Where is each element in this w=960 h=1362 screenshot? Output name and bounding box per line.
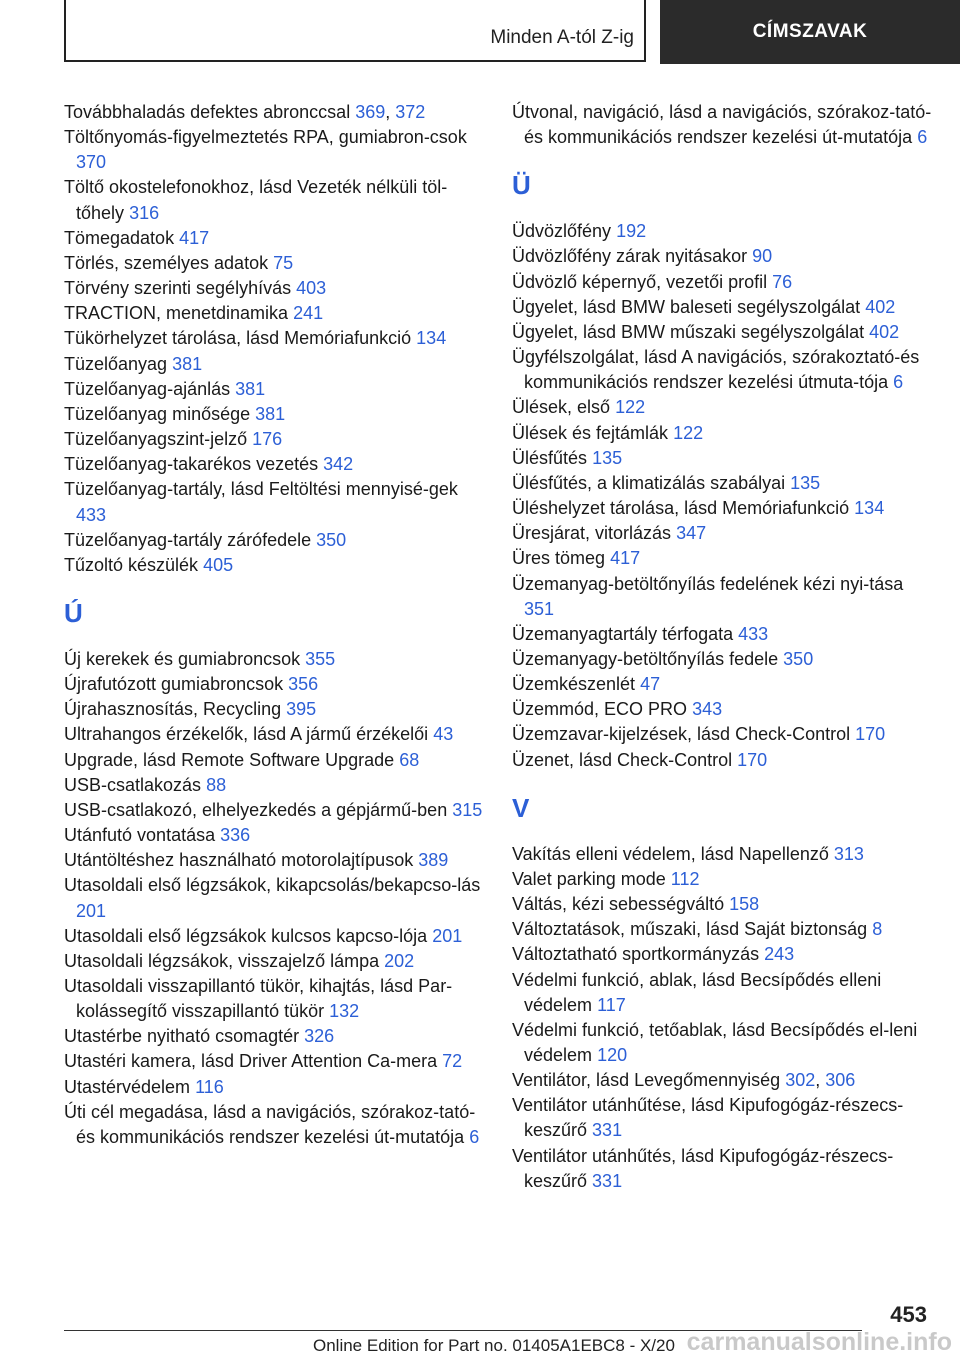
index-entry-text: Utasoldali légzsákok, visszajelző lámpa — [64, 950, 380, 971]
index-entry-text: Újrahasznosítás, Recycling — [64, 699, 282, 720]
index-entry-text: Ülések, első — [512, 397, 611, 418]
index-entry-text: Tűzoltó készülék — [64, 554, 199, 575]
page-reference-link[interactable]: 8 — [872, 919, 883, 940]
index-entry-text: Upgrade, lásd Remote Software Upgrade — [64, 749, 395, 770]
index-entry — [64, 402, 484, 427]
page-reference-link[interactable]: 313 — [833, 843, 864, 864]
index-entry-text: Ügyelet, lásd BMW baleseti segélyszolgálat — [512, 296, 861, 317]
index-entry — [512, 867, 932, 892]
page-reference-link[interactable]: 417 — [179, 227, 210, 248]
index-entry — [64, 553, 484, 578]
index-entry-text: Utastéri kamera, lásd Driver Attention Ca-mera — [64, 1051, 438, 1072]
page-reference-link[interactable]: 370 — [76, 152, 107, 173]
index-entry-text: Védelmi funkció, tetőablak, lásd Becsípődés el-leni védelem — [512, 1019, 918, 1065]
index-entry — [512, 1144, 932, 1194]
index-entry-text: Ventilátor utánhűtése, lásd Kipufogógáz-részecs-keszűrő — [512, 1095, 904, 1141]
index-entry-text: Továbbhaladás defektes abronccsal — [64, 102, 351, 122]
page-reference-link[interactable]: 331 — [592, 1170, 623, 1191]
index-entry — [64, 949, 484, 974]
index-entry — [512, 446, 932, 471]
page-reference-link[interactable]: 201 — [432, 925, 463, 946]
index-entry — [64, 823, 484, 848]
index-entry — [64, 377, 484, 402]
index-entry-text: Töltő okostelefonokhoz, lásd Vezeték nélküli töl-tőhely — [64, 177, 448, 223]
index-entry — [64, 798, 484, 823]
page-reference-link[interactable]: 372 — [395, 102, 426, 122]
index-entry-text: Üléshelyzet tárolása, lásd Memóriafunkció — [512, 498, 850, 519]
page-reference-link[interactable]: 76 — [772, 271, 793, 292]
index-entry-text: Törvény szerinti segélyhívás — [64, 278, 292, 299]
page-header — [64, 0, 960, 66]
index-entry — [64, 276, 484, 301]
index-entry-text: Üzenet, lásd Check-Control — [512, 749, 733, 770]
index-entry-text: Tüzelőanyag-tartály, lásd Feltöltési mennyisé-gek — [64, 479, 458, 500]
page-reference-link[interactable]: 417 — [610, 548, 641, 569]
page-reference-link[interactable]: 75 — [273, 252, 294, 273]
index-entry — [64, 873, 484, 923]
page-reference-link[interactable]: 331 — [592, 1120, 623, 1141]
index-entry-text: Utastérvédelem — [64, 1076, 191, 1097]
index-entry — [512, 521, 932, 546]
index-entry-text: Utasoldali első légzsákok kulcsos kapcso-lója — [64, 925, 428, 946]
index-entry-text: Üzemanyagy-betöltőnyílás fedele — [512, 648, 779, 669]
page-reference-link[interactable]: 381 — [172, 353, 203, 374]
page-reference-link[interactable]: 356 — [288, 674, 319, 695]
index-entry-text: Tömegadatok — [64, 227, 175, 248]
page-reference-link[interactable]: 6 — [469, 1126, 480, 1147]
page-reference-link[interactable]: 306 — [825, 1070, 856, 1091]
index-entry — [512, 892, 932, 917]
page-reference-link[interactable]: 241 — [293, 303, 324, 324]
index-entry — [64, 427, 484, 452]
section-title: Minden A-tól Z-ig — [490, 27, 634, 48]
index-entry-text: Üres tömeg — [512, 548, 606, 569]
index-letter-heading: Ü — [512, 170, 531, 201]
index-entry — [512, 395, 932, 420]
index-entry — [64, 697, 484, 722]
index-entry-text: Tüzelőanyag-ajánlás — [64, 378, 231, 399]
page-reference-link[interactable]: 6 — [893, 372, 904, 393]
index-entry — [512, 496, 932, 521]
index-entry-text: Ülésfűtés, a klimatizálás szabályai — [512, 472, 786, 493]
index-entry-text: Üresjárat, vitorlázás — [512, 523, 672, 544]
index-entry — [512, 622, 932, 647]
page-reference-link[interactable]: 112 — [670, 868, 700, 889]
index-entry-text: Változtatások, műszaki, lásd Saját biztonság — [512, 919, 868, 940]
index-entry-text: Tüzelőanyag-tartály zárófedele — [64, 529, 312, 550]
index-entry-text: Új kerekek és gumiabroncsok — [64, 648, 301, 669]
index-entry-text: Ügyfélszolgálat, lásd A navigációs, szórakoztató-és kommunikációs rendszer kezelési útmuta-tója — [512, 347, 920, 393]
index-entry-text: Üdvözlő képernyő, vezetői profil — [512, 271, 768, 292]
index-entry-text: USB-csatlakozás — [64, 774, 202, 795]
index-entry — [512, 917, 932, 942]
index-entry-text: Váltás, kézi sebességváltó — [512, 894, 725, 915]
chapter-tab[interactable]: CÍMSZAVAK — [660, 0, 960, 64]
index-column-right — [512, 100, 932, 1194]
index-letter-heading: Ú — [64, 597, 83, 628]
page-reference-link[interactable]: 43 — [433, 724, 454, 745]
page-reference-link[interactable]: 134 — [416, 328, 447, 349]
index-entry-text: Változtatható sportkormányzás — [512, 944, 760, 965]
index-entry — [64, 748, 484, 773]
page-reference-link[interactable]: 402 — [865, 296, 896, 317]
index-entry-text: Ultrahangos érzékelők, lásd A jármű érzékelői — [64, 724, 429, 745]
page-reference-link[interactable]: 389 — [418, 850, 449, 871]
page-reference-link[interactable]: 6 — [917, 127, 928, 148]
page-reference-link[interactable]: 343 — [692, 699, 723, 720]
index-entry — [512, 842, 932, 867]
index-entry — [64, 528, 484, 553]
page-reference-link[interactable]: 135 — [790, 472, 821, 493]
index-entry — [64, 477, 484, 527]
index-entry — [64, 251, 484, 276]
page-reference-link[interactable]: 351 — [524, 598, 555, 619]
index-entry-text: Ülések és fejtámlák — [512, 422, 669, 443]
page-reference-link[interactable]: 405 — [203, 554, 234, 575]
index-entry — [512, 471, 932, 496]
page-reference-link[interactable]: 202 — [384, 950, 415, 971]
index-entry-text: Vakítás elleni védelem, lásd Napellenző — [512, 843, 829, 864]
page-reference-link[interactable]: 433 — [738, 623, 769, 644]
index-entry-text: Üzemzavar-kijelzések, lásd Check-Control — [512, 724, 851, 745]
index-entry — [64, 352, 484, 377]
index-entry-text: Üzemanyag-betöltőnyílás fedelének kézi nyi-tása — [512, 573, 904, 594]
index-entry — [512, 697, 932, 722]
index-entry-text: Utasoldali első légzsákok, kikapcsolás/bekapcso-lás — [64, 875, 481, 896]
index-entry — [64, 848, 484, 873]
index-entry — [64, 672, 484, 697]
index-entry — [512, 1093, 932, 1143]
page-reference-link[interactable]: 350 — [316, 529, 347, 550]
page-reference-link[interactable]: 402 — [869, 321, 900, 342]
page-reference-link[interactable]: 122 — [673, 422, 704, 443]
index-entry-text: Üzemanyagtartály térfogata — [512, 623, 734, 644]
page-reference-link[interactable]: 326 — [304, 1026, 335, 1047]
page-reference-link[interactable]: 201 — [76, 900, 107, 921]
index-entry — [512, 295, 932, 320]
index-entry-text: Ügyelet, lásd BMW műszaki segélyszolgálat — [512, 321, 865, 342]
page-reference-link[interactable]: 135 — [592, 447, 623, 468]
page-reference-link[interactable]: 72 — [442, 1051, 463, 1072]
index-entry — [64, 326, 484, 351]
index-letter-heading: V — [512, 792, 530, 823]
index-column-left — [64, 100, 484, 1150]
page-number: 453 — [890, 1302, 927, 1327]
index-entry — [64, 1075, 484, 1100]
index-entry-text: USB-csatlakozó, elhelyezkedés a gépjármű-ben — [64, 799, 448, 820]
index-entry — [512, 647, 932, 672]
index-entry-text: Utastérbe nyitható csomagtér — [64, 1026, 300, 1047]
index-entry — [64, 974, 484, 1024]
index-entry — [512, 1018, 932, 1068]
index-entry — [64, 452, 484, 477]
index-entry-text: Utánfutó vontatása — [64, 825, 216, 846]
index-entry — [64, 175, 484, 225]
index-entry-text: Védelmi funkció, ablak, lásd Becsípődés elleni védelem — [512, 969, 882, 1015]
index-entry-text: Üzemmód, ECO PRO — [512, 699, 688, 720]
page-reference-link[interactable]: 192 — [616, 221, 647, 242]
page-reference-link[interactable]: 369 — [355, 102, 386, 122]
index-entry-text: Ülésfűtés — [512, 447, 588, 468]
index-entry — [64, 1049, 484, 1074]
index-entry — [512, 244, 932, 269]
page-reference-link[interactable]: 132 — [329, 1001, 360, 1022]
index-entry — [512, 722, 932, 747]
index-entry-text: Üzemkészenlét — [512, 674, 636, 695]
index-entry — [512, 270, 932, 295]
index-entry — [512, 345, 932, 395]
index-entry — [512, 748, 932, 773]
page-reference-link[interactable]: 158 — [729, 894, 760, 915]
index-entry-text: Törlés, személyes adatok — [64, 252, 269, 273]
index-entry — [512, 942, 932, 967]
page-reference-link[interactable]: 316 — [129, 202, 160, 223]
index-entry-text: Tüzelőanyagszint-jelző — [64, 429, 248, 450]
page-reference-link[interactable]: 134 — [854, 498, 885, 519]
page-reference-link[interactable]: 90 — [752, 246, 773, 267]
index-entry — [512, 546, 932, 571]
page-reference-link[interactable]: 350 — [783, 648, 814, 669]
index-entry — [64, 1100, 484, 1150]
page-reference-link[interactable]: 170 — [737, 749, 768, 770]
index-entry — [512, 320, 932, 345]
page-reference-link[interactable]: 122 — [615, 397, 646, 418]
index-entry — [64, 301, 484, 326]
page-reference-link[interactable]: 117 — [597, 994, 626, 1015]
index-entry-text: Újrafutózott gumiabroncsok — [64, 674, 284, 695]
page-reference-link[interactable]: 116 — [195, 1076, 224, 1097]
index-entry — [512, 572, 932, 622]
index-entry — [64, 924, 484, 949]
page-reference-link[interactable]: 381 — [235, 378, 266, 399]
index-entry-text: TRACTION, menetdinamika — [64, 303, 289, 324]
index-entry-text: Tüzelőanyag — [64, 353, 168, 374]
page-reference-link[interactable]: 347 — [676, 523, 707, 544]
index-entry-text: Üdvözlőfény — [512, 221, 612, 242]
index-entry-text: Tükörhelyzet tárolása, lásd Memóriafunkció — [64, 328, 412, 349]
watermark: carmanualsonline.info — [686, 1328, 952, 1356]
index-entry — [64, 226, 484, 251]
index-entry — [64, 722, 484, 747]
page-reference-link[interactable]: 433 — [76, 504, 107, 525]
index-entry-text: Útvonal, navigáció, lásd a navigációs, szórakoz-tató- és kommunikációs rendszer kezelési út-mutatója — [512, 102, 932, 148]
index-entry — [512, 100, 932, 150]
index-entry — [512, 421, 932, 446]
page-reference-link[interactable]: 355 — [305, 648, 336, 669]
page-reference-link[interactable]: 176 — [252, 429, 283, 450]
index-entry-text: Ventilátor, lásd Levegőmennyiség — [512, 1070, 781, 1091]
page-reference-link[interactable]: 120 — [597, 1045, 628, 1065]
page-reference-link[interactable]: 403 — [296, 278, 327, 299]
index-entry — [64, 125, 484, 175]
index-entry-text: Tüzelőanyag minősége — [64, 403, 251, 424]
page-reference-link[interactable]: 88 — [206, 774, 227, 795]
index-entry-text: Úti cél megadása, lásd a navigációs, szórakoz-tató- és kommunikációs rendszer kezelési út-mutatója — [64, 1101, 476, 1147]
page-reference-link[interactable]: 395 — [286, 699, 317, 720]
page-reference-link[interactable]: 170 — [855, 724, 886, 745]
index-entry — [512, 672, 932, 697]
page-reference-link[interactable]: 381 — [255, 403, 286, 424]
index-entry-text: Ventilátor utánhűtés, lásd Kipufogógáz-részecs-keszűrő — [512, 1145, 894, 1191]
index-entry-text: Utántöltéshez használható motorolajtípusok — [64, 850, 414, 871]
index-entry-text: Utasoldali visszapillantó tükör, kihajtás, lásd Par-kolássegítő visszapillantó tükör — [64, 976, 453, 1022]
page-reference-link[interactable]: 243 — [764, 944, 795, 965]
page-reference-link[interactable]: 342 — [323, 454, 354, 475]
index-entry — [64, 773, 484, 798]
page-reference-link[interactable]: 47 — [640, 674, 661, 695]
index-entry-text: Üdvözlőfény zárak nyitásakor — [512, 246, 748, 267]
index-entry: Továbbhaladás defektes abronccsal 369, 372 — [64, 102, 426, 122]
index-entry: Ventilátor, lásd Levegőmennyiség 302, 306 — [512, 1070, 856, 1091]
page-reference-link[interactable]: 336 — [220, 825, 251, 846]
index-entry-text: Valet parking mode — [512, 868, 666, 889]
index-entry-text: Töltőnyomás-figyelmeztetés RPA, gumiabron-csok — [64, 127, 467, 148]
page-reference-link[interactable]: 68 — [399, 749, 420, 770]
index-entry-text: Tüzelőanyag-takarékos vezetés — [64, 454, 319, 475]
page-reference-link[interactable]: 302 — [785, 1070, 816, 1091]
index-entry — [64, 647, 484, 672]
page-reference-link[interactable]: 315 — [452, 799, 483, 820]
edition-note: Online Edition for Part no. 01405A1EBC8 - X/20 — [313, 1336, 675, 1355]
index-entry — [64, 1024, 484, 1049]
index-entry — [512, 219, 932, 244]
index-entry — [512, 968, 932, 1018]
